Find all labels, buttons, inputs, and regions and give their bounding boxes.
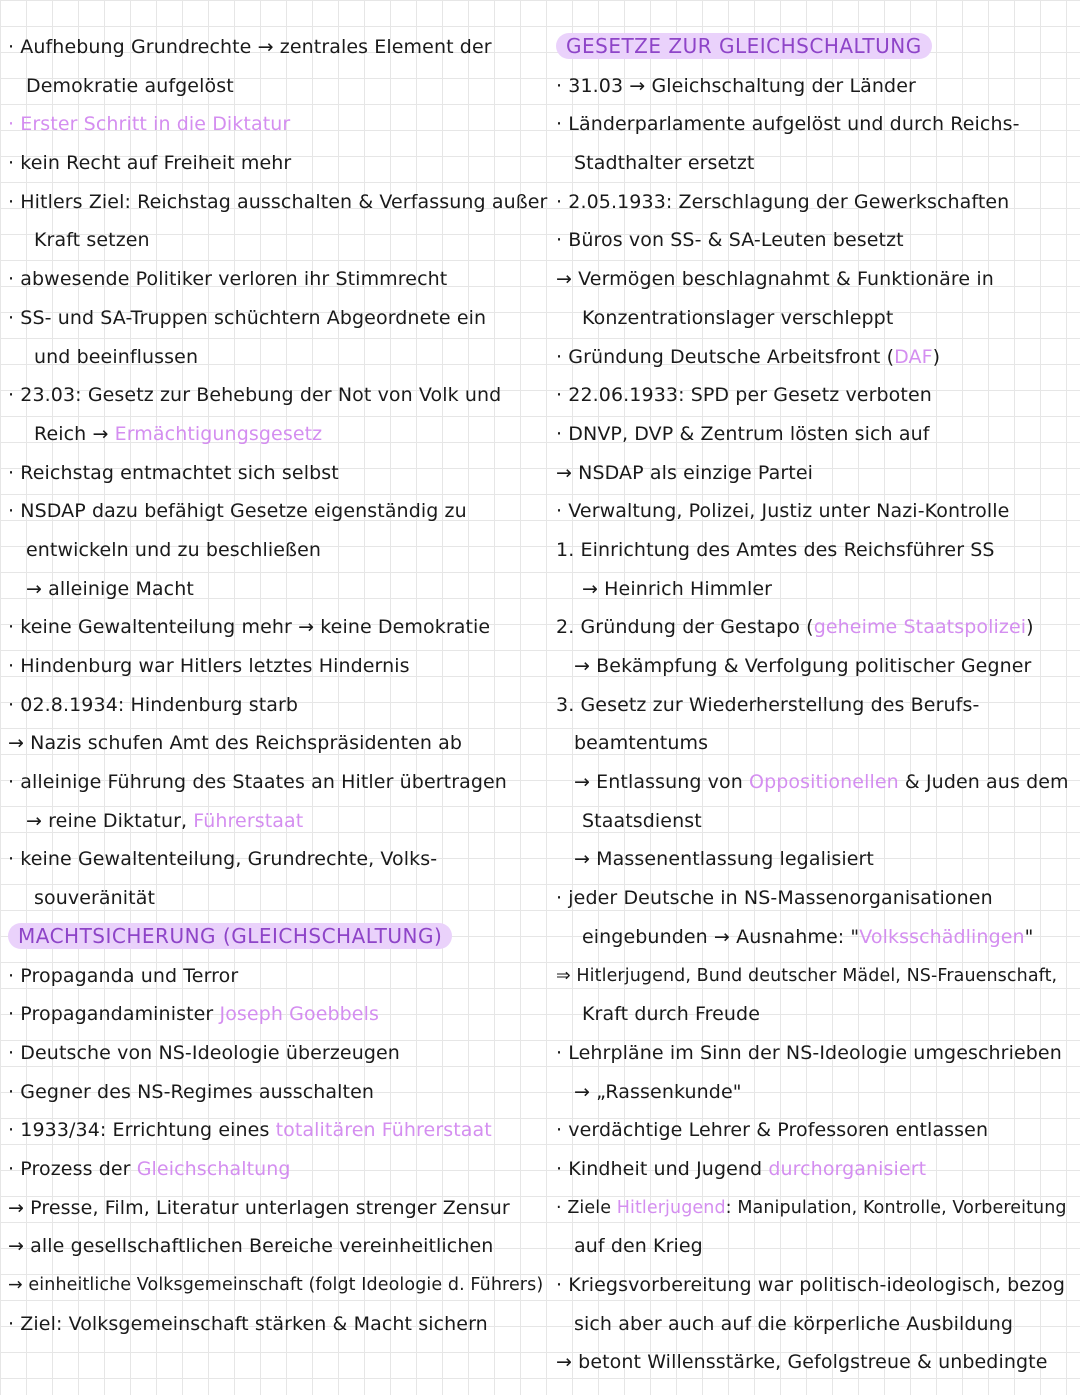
note-line: souveränität (34, 887, 156, 910)
note-line: → Vermögen beschlagnahmt & Funktionäre in (556, 268, 994, 291)
note-line: · DNVP, DVP & Zentrum lösten sich auf (556, 422, 930, 445)
note-line: ⇒ Hitlerjugend, Bund deutscher Mädel, NS-Frauenschaft, (556, 965, 1058, 986)
note-text: · Prozess der (8, 1157, 137, 1180)
note-line: und beeinflussen (34, 345, 199, 368)
highlight-term: Oppositionellen (749, 771, 899, 794)
highlight-term: Volksschädlingen (859, 925, 1025, 948)
note-line: sich aber auch auf die körperliche Ausbildung (574, 1312, 1014, 1335)
note-line: Stadthalter ersetzt (574, 152, 755, 175)
note-line: · 2.05.1933: Zerschlagung der Gewerkschaften (556, 190, 1010, 213)
note-line: · keine Gewaltenteilung, Grundrechte, Volks- (8, 848, 438, 871)
note-line: · 02.8.1934: Hindenburg starb (8, 693, 299, 716)
note-line: · 31.03 → Gleichschaltung der Länder (556, 74, 916, 97)
note-line: · 23.03: Gesetz zur Behebung der Not von Volk und (8, 384, 502, 407)
note-line: → Presse, Film, Literatur unterlagen strenger Zensur (8, 1196, 510, 1219)
note-line (8, 802, 548, 841)
highlight-term: geheime Staatspolizei (813, 616, 1027, 639)
note-line: 1. Einrichtung des Amtes des Reichsführer SS (556, 538, 995, 561)
highlight-term: Hitlerjugend (616, 1197, 726, 1218)
note-line: 3. Gesetz zur Wiederherstellung des Berufs- (556, 693, 980, 716)
note-line: · Länderparlamente aufgelöst und durch Reichs- (556, 113, 1020, 136)
note-text: 2. Gründung der Gestapo ( (556, 616, 814, 639)
note-text: · Kindheit und Jugend (556, 1157, 769, 1180)
note-line: · Hitlers Ziel: Reichstag ausschalten & Verfassung außer (8, 190, 548, 213)
note-text: " (1024, 925, 1034, 948)
note-line: · abwesende Politiker verloren ihr Stimmrecht (8, 268, 448, 291)
note-line: · alleinige Führung des Staates an Hitler übertragen (8, 771, 507, 794)
note-text: → Entlassung von (574, 771, 750, 794)
note-line: → alleinige Macht (26, 577, 194, 600)
note-line: Demokratie aufgelöst (26, 74, 234, 97)
note-text: ) (1026, 616, 1034, 639)
highlight-term: Joseph Goebbels (219, 1003, 379, 1026)
note-line: → Nazis schufen Amt des Reichspräsidenten ab (8, 732, 463, 755)
note-line: → Bekämpfung & Verfolgung politischer Gegner (574, 655, 1032, 677)
note-line: · Büros von SS- & SA-Leuten besetzt (556, 229, 904, 252)
highlight-term: Ermächtigungsgesetz (114, 422, 323, 445)
note-line: · Deutsche von NS-Ideologie überzeugen (8, 1041, 400, 1064)
note-line (8, 1150, 548, 1189)
note-text: · Propagandaminister (8, 1003, 220, 1026)
note-line: → betont Willensstärke, Gefolgstreue & unbedingte (556, 1351, 1048, 1374)
note-line: beamtentums (574, 732, 709, 755)
note-line: → „Rassenkunde" (574, 1080, 742, 1103)
highlight-line: · Erster Schritt in die Diktatur (8, 113, 291, 136)
note-text: → reine Diktatur, (26, 809, 194, 832)
note-line: · Lehrpläne im Sinn der NS-Ideologie umgeschrieben (556, 1041, 1062, 1064)
note-line: Konzentrationslager verschleppt (582, 306, 894, 329)
left-column (8, 28, 548, 1343)
note-text: Reich → (34, 422, 115, 445)
note-line: · jeder Deutsche in NS-Massenorganisationen (556, 887, 993, 910)
note-line: · NSDAP dazu befähigt Gesetze eigenständig zu (8, 500, 467, 523)
note-line: · keine Gewaltenteilung mehr → keine Demokratie (8, 616, 491, 639)
note-text: · 1933/34: Errichtung eines (8, 1119, 276, 1142)
note-line: Staatsdienst (582, 809, 702, 832)
right-column (556, 28, 1076, 1382)
note-line: → Massenentlassung legalisiert (574, 848, 874, 871)
section-heading-row (556, 28, 1076, 67)
note-line (8, 415, 548, 454)
note-line (556, 338, 1076, 377)
note-text: · Ziele (556, 1197, 617, 1218)
note-line: · Gegner des NS-Regimes ausschalten (8, 1080, 375, 1103)
note-line: → alle gesellschaftlichen Bereiche vereinheitlichen (8, 1235, 494, 1258)
note-text: eingebunden → Ausnahme: " (582, 925, 860, 948)
note-line: · 22.06.1933: SPD per Gesetz verboten (556, 384, 932, 407)
note-line: auf den Krieg (574, 1235, 703, 1258)
note-line (8, 1111, 548, 1150)
section-heading: MACHTSICHERUNG (GLEICHSCHALTUNG) (8, 923, 452, 949)
note-line: · Hindenburg war Hitlers letztes Hindernis (8, 655, 410, 677)
highlight-term: Gleichschaltung (136, 1157, 291, 1180)
note-line: · Kriegsvorbereitung war politisch-ideologisch, bezog (556, 1274, 1066, 1296)
note-line: · Reichstag entmachtet sich selbst (8, 461, 339, 484)
note-line (556, 1150, 1076, 1189)
note-line: Kraft durch Freude (582, 1003, 761, 1026)
note-line: → Heinrich Himmler (582, 577, 773, 600)
note-line: · Ziel: Volksgemeinschaft stärken & Macht sichern (8, 1312, 488, 1335)
note-line: → NSDAP als einzige Partei (556, 461, 814, 484)
note-line (556, 1189, 1076, 1228)
highlight-term: Führerstaat (193, 809, 304, 832)
note-text: & Juden aus dem (898, 771, 1069, 794)
note-line (556, 608, 1076, 647)
note-line: · Propaganda und Terror (8, 964, 239, 987)
highlight-term: totalitären Führerstaat (275, 1119, 492, 1142)
note-line: · kein Recht auf Freiheit mehr (8, 152, 292, 175)
section-heading: GESETZE ZUR GLEICHSCHALTUNG (556, 33, 932, 59)
note-line: · verdächtige Lehrer & Professoren entlassen (556, 1119, 989, 1142)
note-line: · Aufhebung Grundrechte → zentrales Element der (8, 36, 492, 58)
note-text: ) (932, 345, 941, 368)
note-line (8, 995, 548, 1034)
note-line: · Verwaltung, Polizei, Justiz unter Nazi-Kontrolle (556, 500, 1010, 523)
highlight-term: durchorganisiert (768, 1157, 927, 1180)
note-text: · Gründung Deutsche Arbeitsfront ( (556, 345, 895, 368)
note-line: Kraft setzen (34, 229, 150, 252)
note-line (556, 763, 1076, 802)
note-line: · SS- und SA-Truppen schüchtern Abgeordnete ein (8, 306, 487, 329)
section-heading-row (8, 918, 548, 957)
note-text: : Manipulation, Kontrolle, Vorbereitung (725, 1197, 1067, 1218)
highlight-term: DAF (894, 345, 933, 368)
note-line: entwickeln und zu beschließen (26, 538, 322, 561)
note-line: → einheitliche Volksgemeinschaft (folgt Ideologie d. Führers) (8, 1275, 544, 1295)
note-line (556, 918, 1076, 957)
